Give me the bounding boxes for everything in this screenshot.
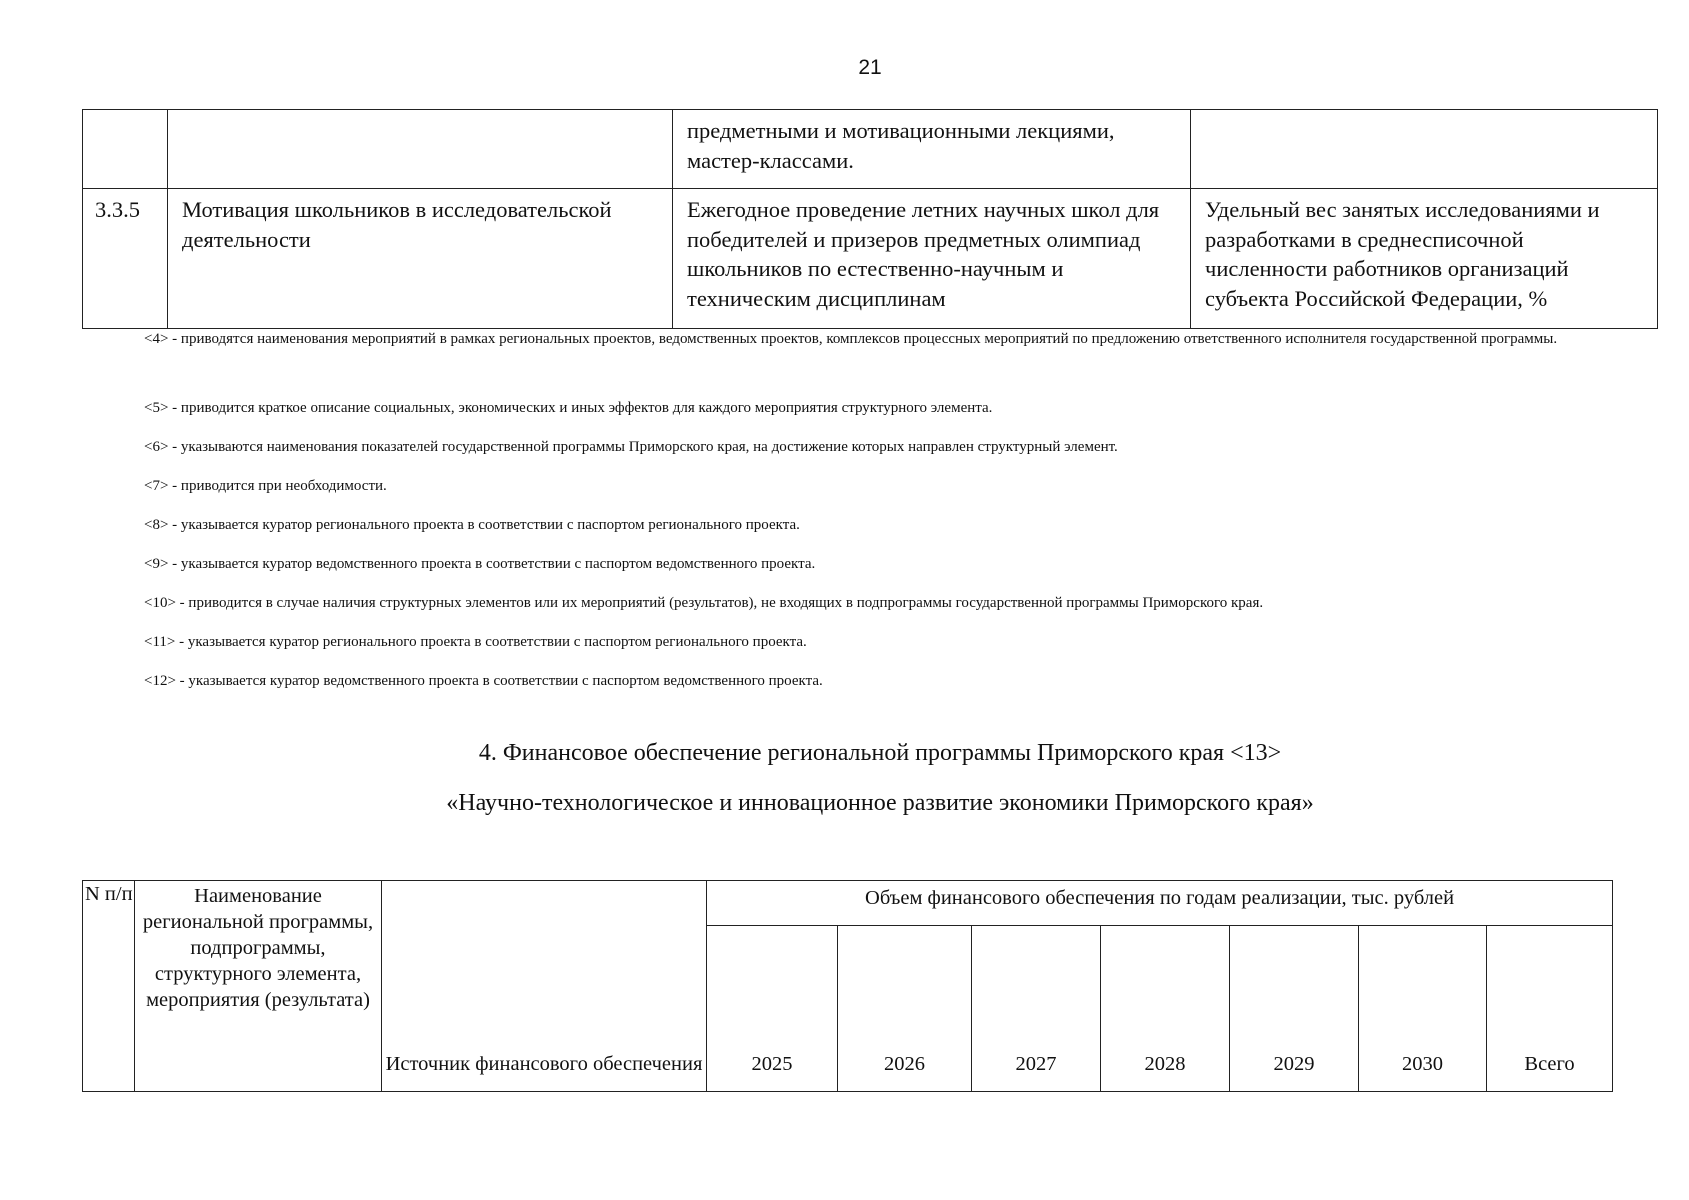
year-header: 2025: [707, 926, 838, 1092]
event-name-cell: [168, 110, 673, 189]
page-number: 21: [858, 56, 882, 79]
event-description-cell: Ежегодное проведение летних научных школ для победителей и призеров предметных олимпиад школьников по естественно-научным и техническим дисциплинам: [673, 189, 1191, 329]
table-header-row: [83, 881, 1613, 926]
footnote: <11> - указывается куратор регионального проекта в соответствии с паспортом регионального проекта.: [144, 634, 807, 650]
section-title: 4. Финансовое обеспечение региональной программы Приморского края <13>: [478, 740, 1282, 766]
footnote: <10> - приводится в случае наличия структурных элементов или их мероприятий (результатов), не входящих в подпрограммы государственной программы Приморского края.: [144, 595, 1264, 611]
section-subtitle: «Научно-технологическое и инновационное развитие экономики Приморского края»: [446, 790, 1314, 816]
footnote: <6> - указываются наименования показателей государственной программы Приморского края, на достижение которых направлен структурный элемент.: [144, 439, 1118, 455]
footnote: <9> - указывается куратор ведомственного проекта в соответствии с паспортом ведомственного проекта.: [144, 556, 816, 572]
year-header: 2026: [838, 926, 972, 1092]
year-header: 2028: [1101, 926, 1230, 1092]
year-header: 2029: [1230, 926, 1359, 1092]
events-table-continuation: [82, 109, 1658, 329]
indicator-cell: Удельный вес занятых исследованиями и разработками в среднесписочной численности работников организаций субъекта Российской Федерации, %: [1191, 189, 1658, 329]
event-name-cell: Мотивация школьников в исследовательской деятельности: [168, 189, 673, 329]
event-description-cell: предметными и мотивационными лекциями, мастер-классами.: [673, 110, 1191, 189]
table-row: [83, 110, 1658, 189]
column-header-source: Источник финансового обеспечения: [382, 881, 707, 1092]
indicator-cell: [1191, 110, 1658, 189]
row-number-cell: 3.3.5: [83, 189, 168, 329]
column-header-volume: Объем финансового обеспечения по годам реализации, тыс. рублей: [707, 881, 1613, 926]
footnote: <8> - указывается куратор регионального проекта в соответствии с паспортом регионального проекта.: [144, 517, 800, 533]
year-header: 2030: [1359, 926, 1487, 1092]
footnote: <4> - приводятся наименования мероприятий в рамках региональных проектов, ведомственных проектов, комплексов процессных мероприятий по предложению ответственного исполнителя государственной программы.: [144, 331, 1558, 347]
finance-table: [82, 880, 1613, 1092]
table-row: [83, 189, 1658, 329]
footnote: <7> - приводится при необходимости.: [144, 478, 387, 494]
row-number-cell: [83, 110, 168, 189]
footnote: <12> - указывается куратор ведомственного проекта в соответствии с паспортом ведомственного проекта.: [144, 673, 823, 689]
total-header: Всего: [1487, 926, 1613, 1092]
column-header-number: N п/п: [83, 881, 135, 1092]
footnote: <5> - приводится краткое описание социальных, экономических и иных эффектов для каждого мероприятия структурного элемента.: [144, 400, 993, 416]
year-header: 2027: [972, 926, 1101, 1092]
column-header-name: Наименование региональной программы, подпрограммы, структурного элемента, мероприятия (результата): [135, 881, 382, 1092]
